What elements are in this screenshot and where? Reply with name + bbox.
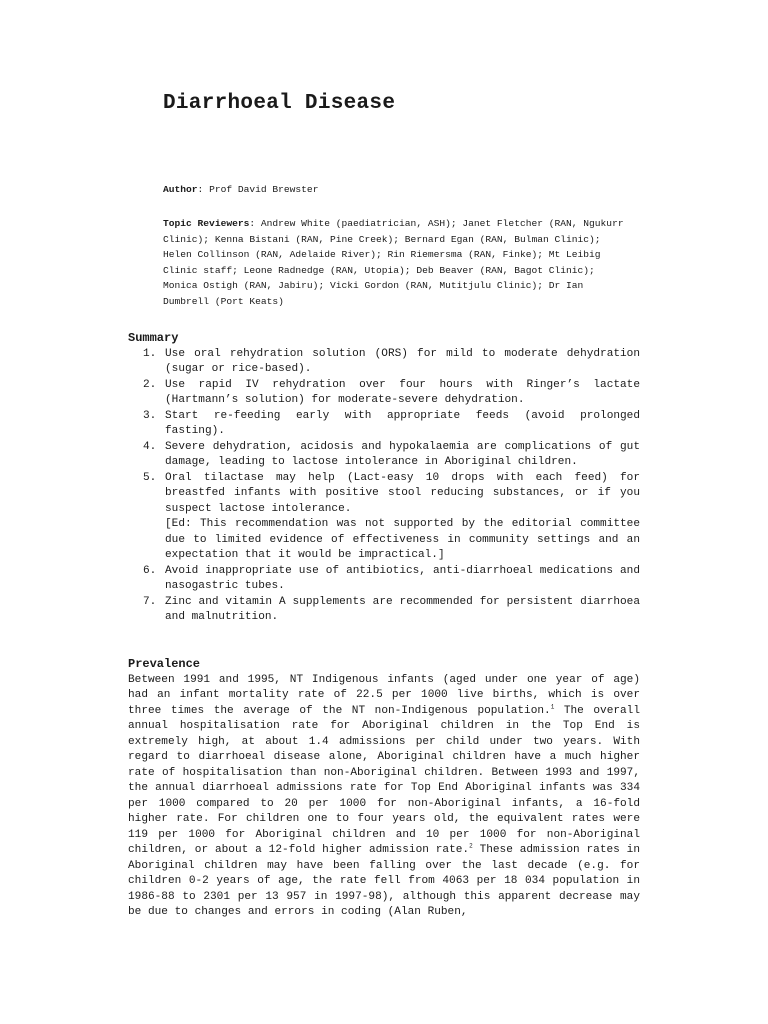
document-title: Diarrhoeal Disease <box>163 92 396 115</box>
summary-item: 1. Use oral rehydration solution (ORS) for mild to moderate dehydration (sugar or rice-based). <box>163 347 640 378</box>
summary-item: 7. Zinc and vitamin A supplements are recommended for persistent diarrhoea and malnutrition. <box>163 595 640 626</box>
summary-section <box>128 331 640 626</box>
prevalence-paragraph <box>128 673 640 921</box>
author-name: Prof David Brewster <box>209 184 319 195</box>
editor-note: [Ed: This recommendation was not supported by the editorial committee due to limited evidence of effectiveness in community settings and an expectation that it would be impractical.] <box>165 518 640 561</box>
summary-item-text: Oral tilactase may help (Lact-easy 10 drops with each feed) for breastfed infants with positive stool reducing substances, or if you suspect lactose intolerance. <box>165 471 640 515</box>
reviewers-label: Topic Reviewers <box>163 218 250 229</box>
summary-heading: Summary <box>128 331 179 345</box>
reviewers-list: Andrew White (paediatrician, ASH); Janet Fletcher (RAN, Ngukurr Clinic); Kenna Bistani (RAN, Pine Creek); Bernard Egan (RAN, Bulman Clinic); Helen Collinson (RAN, Adelaide River); Rin Riemersma (RAN, Finke); Mt Leibig Clinic staff; Leone Radnedge (RAN, Utopia); Deb Beaver (RAN, Bagot Clinic); Monica Ostigh (RAN, Jabiru); Vicki Gordon (RAN, Mutitjulu Clinic); Dr Ian Dumbrell (Port Keats) <box>163 218 624 307</box>
summary-list <box>128 347 640 626</box>
footnote-ref: 2 <box>469 842 473 850</box>
summary-item: 6. Avoid inappropriate use of antibiotics, anti-diarrhoeal medications and nasogastric tubes. <box>163 564 640 595</box>
prevalence-text-part: Between 1991 and 1995, NT Indigenous infants (aged under one year of age) had an infant mortality rate of 22.5 per 1000 live births, which is over three times the average of the NT non-Indigenous population. <box>128 673 640 717</box>
summary-item <box>163 471 640 564</box>
author-label: Author <box>163 184 198 195</box>
author-line: Author: Prof David Brewster <box>163 184 319 195</box>
prevalence-text-part: The overall annual hospitalisation rate for Aboriginal children in the Top End is extremely high, at about 1.4 admissions per child under two years. With regard to diarrhoeal disease alone, Aboriginal children have a much higher rate of hospitalisation than non-Aboriginal children. Between 1993 and 1997, the annual diarrhoeal admissions rate for Top End Aboriginal infants was 334 per 1000 compared to 20 per 1000 for non-Aboriginal infants, a 16-fold higher rate. For children one to four years old, the equivalent rates were 119 per 1000 for Aboriginal children and 10 per 1000 for non-Aboriginal children, or about a 12-fold higher admission rate. <box>128 704 640 856</box>
summary-item: 3. Start re-feeding early with appropriate feeds (avoid prolonged fasting). <box>163 409 640 440</box>
summary-item: 2. Use rapid IV rehydration over four hours with Ringer’s lactate (Hartmann’s solution) for moderate-severe dehydration. <box>163 378 640 409</box>
summary-item: 4. Severe dehydration, acidosis and hypokalaemia are complications of gut damage, leading to lactose intolerance in Aboriginal children. <box>163 440 640 471</box>
topic-reviewers: Topic Reviewers: Andrew White (paediatrician, ASH); Janet Fletcher (RAN, Ngukurr Clinic); Kenna Bistani (RAN, Pine Creek); Bernard Egan (RAN, Bulman Clinic); Helen Collinson (RAN, Adelaide River); Rin Riemersma (RAN, Finke); Mt Leibig Clinic staff; Leone Radnedge (RAN, Utopia); Deb Beaver (RAN, Bagot Clinic); Monica Ostigh (RAN, Jabiru); Vicki Gordon (RAN, Mutitjulu Clinic); Dr Ian Dumbrell (Port Keats) <box>163 218 624 307</box>
prevalence-heading: Prevalence <box>128 657 201 671</box>
prevalence-text-part: These admission rates in Aboriginal children may have been falling over the last decade (e.g. for children 0-2 years of age, the rate fell from 4063 per 18 034 population in 1986-88 to 2301 per 13 957 in 1997-98), although this apparent decrease may be due to changes and errors in coding (Alan Ruben, <box>128 844 641 918</box>
prevalence-section <box>128 657 640 921</box>
footnote-ref: 1 <box>550 702 555 710</box>
